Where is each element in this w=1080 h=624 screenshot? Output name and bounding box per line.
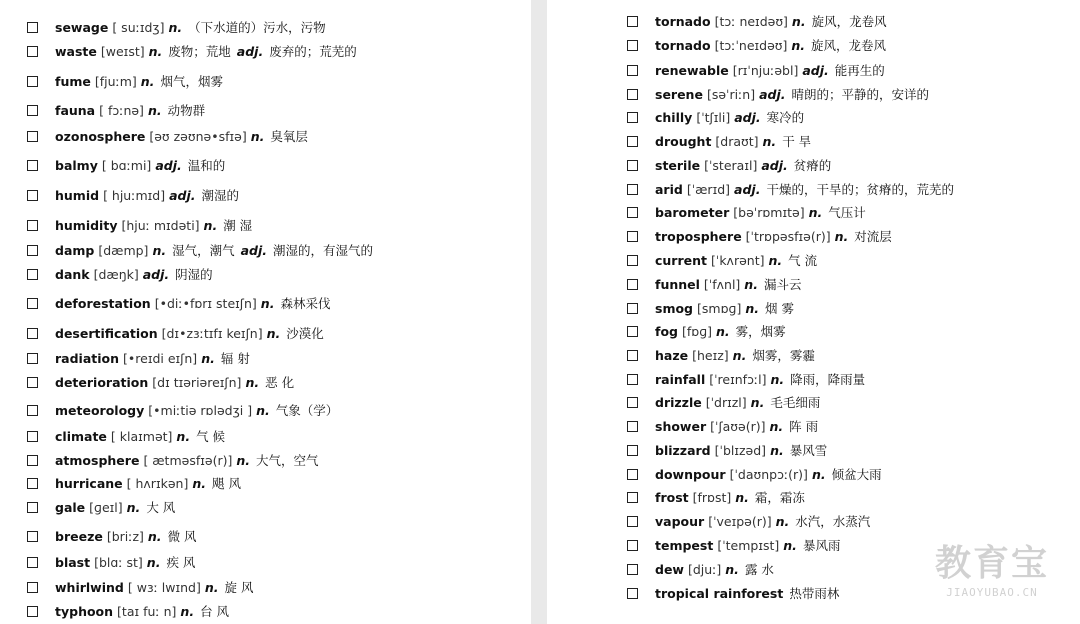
checkbox[interactable]	[27, 76, 38, 87]
phonetic: [ fɔːnə]	[99, 103, 144, 118]
part-of-speech: n.	[147, 529, 162, 544]
part-of-speech: n.	[808, 205, 823, 220]
part-of-speech: n.	[770, 372, 785, 387]
checkbox[interactable]	[627, 231, 638, 242]
phonetic: [ suːɪdʒ]	[112, 20, 165, 35]
phonetic: [taɪ fuː n]	[117, 604, 177, 619]
part-of-speech: adj.	[734, 182, 761, 197]
checkbox[interactable]	[627, 255, 638, 266]
part-of-speech: n.	[725, 562, 739, 577]
meaning: 废物；荒地	[168, 44, 231, 59]
meaning: 旋风，龙卷风	[811, 38, 887, 53]
vocab-entry	[627, 251, 817, 271]
word: drizzle	[655, 395, 702, 410]
phonetic: [ˈkʌrənt]	[711, 253, 765, 268]
meaning: 阵 雨	[789, 419, 819, 434]
word: damp	[55, 243, 95, 258]
meaning: 烟 雾	[764, 301, 794, 316]
watermark-url: JIAOYUBAO.CN	[946, 586, 1038, 599]
checkbox[interactable]	[627, 16, 638, 27]
part-of-speech: adj.	[169, 188, 196, 203]
vocab-entry	[27, 527, 197, 547]
meaning: 森林采伐	[280, 296, 331, 311]
part-of-speech: n.	[750, 395, 765, 410]
part-of-speech: n.	[256, 403, 270, 418]
vocab-entry	[27, 216, 252, 236]
phonetic: [tɔː neɪdəʊ]	[714, 14, 788, 29]
checkbox[interactable]	[627, 279, 638, 290]
part-of-speech: adj.	[155, 158, 182, 173]
phonetic: [ˈblɪzəd]	[714, 443, 767, 458]
meaning: 热带雨林	[789, 586, 840, 601]
vocab-entry	[27, 349, 250, 369]
checkbox[interactable]	[627, 326, 638, 337]
meaning: 暴风雪	[789, 443, 828, 458]
phonetic: [dɪ•zɜːtɪfɪ keɪʃn]	[161, 326, 263, 341]
part-of-speech: n.	[192, 476, 206, 491]
checkbox[interactable]	[27, 269, 38, 280]
phonetic: [əʊ zəʊnə•sfɪə]	[149, 129, 247, 144]
part-of-speech: adj.	[142, 267, 170, 282]
phonetic: [ ætməsfɪə(r)]	[143, 453, 233, 468]
vocab-entry	[627, 441, 827, 461]
right-page	[547, 0, 1080, 624]
word: serene	[655, 87, 703, 102]
checkbox[interactable]	[627, 492, 638, 503]
part-of-speech: n.	[783, 538, 797, 553]
meaning: 气 流	[788, 253, 818, 268]
checkbox[interactable]	[27, 377, 38, 388]
phonetic: [heɪz]	[692, 348, 729, 363]
phonetic: [ˈærɪd]	[686, 182, 731, 197]
part-of-speech: n.	[168, 20, 183, 35]
vocab-entry	[27, 401, 338, 421]
phonetic: [ˈtrɒpəsfɪə(r)]	[745, 229, 831, 244]
vocab-entry	[27, 553, 195, 573]
word: drought	[655, 134, 712, 149]
word: typhoon	[55, 604, 114, 619]
meaning-2: 潮湿的，有湿气的	[273, 243, 374, 258]
checkbox[interactable]	[27, 190, 38, 201]
part-of-speech: n.	[266, 326, 281, 341]
word: deforestation	[55, 296, 151, 311]
part-of-speech: n.	[791, 38, 806, 53]
vocab-entry	[627, 85, 929, 105]
vocab-entry	[627, 560, 774, 580]
word: gale	[55, 500, 86, 515]
checkbox[interactable]	[627, 112, 638, 123]
checkbox[interactable]	[27, 478, 38, 489]
watermark-logo: 教育宝	[934, 543, 1049, 584]
checkbox[interactable]	[627, 469, 638, 480]
phonetic: [ˈreɪnfɔːl]	[709, 372, 767, 387]
watermark	[922, 542, 1062, 606]
phonetic: [djuː]	[687, 562, 722, 577]
vocab-entry	[27, 186, 239, 206]
vocab-entry	[27, 602, 229, 622]
phonetic: [ˈsteraɪl]	[704, 158, 758, 173]
part-of-speech-2: adj.	[236, 44, 264, 59]
part-of-speech: n.	[203, 218, 218, 233]
word: haze	[655, 348, 689, 363]
meaning: 辐 射	[220, 351, 250, 366]
meaning: 干 旱	[782, 134, 812, 149]
word: meteorology	[55, 403, 145, 418]
word: tempest	[655, 538, 714, 553]
word: fauna	[55, 103, 96, 118]
vocab-entry	[627, 584, 839, 604]
checkbox[interactable]	[627, 184, 638, 195]
word: chilly	[655, 110, 693, 125]
word: frost	[655, 490, 689, 505]
part-of-speech: n.	[236, 453, 251, 468]
part-of-speech: n.	[811, 467, 826, 482]
vocab-entry	[627, 12, 887, 32]
phonetic: [frɒst]	[692, 490, 732, 505]
meaning: 台 风	[200, 604, 230, 619]
phonetic: [dæmp]	[98, 243, 149, 258]
vocab-entry	[27, 451, 319, 471]
vocab-entry	[627, 156, 831, 176]
phonetic: [•reɪdi eɪʃn]	[123, 351, 198, 366]
phonetic: [ˈdrɪzl]	[705, 395, 747, 410]
word: sterile	[655, 158, 701, 173]
part-of-speech: n.	[762, 134, 777, 149]
part-of-speech: n.	[745, 301, 759, 316]
checkbox[interactable]	[27, 46, 38, 57]
meaning: 露 水	[744, 562, 774, 577]
vocab-entry	[627, 488, 805, 508]
vocab-entry	[27, 578, 254, 598]
checkbox[interactable]	[627, 40, 638, 51]
word: rainfall	[655, 372, 706, 387]
checkbox[interactable]	[627, 588, 638, 599]
checkbox[interactable]	[27, 405, 38, 416]
phonetic: [ˈveɪpə(r)]	[708, 514, 772, 529]
phonetic: [ˈdaʊnpɔː(r)]	[729, 467, 808, 482]
vocab-entry	[27, 324, 324, 344]
checkbox[interactable]	[27, 131, 38, 142]
vocab-entry	[627, 203, 866, 223]
vocab-entry	[27, 156, 225, 176]
checkbox[interactable]	[27, 557, 38, 568]
phonetic: [fɒɡ]	[681, 324, 713, 339]
word: arid	[655, 182, 683, 197]
word: deterioration	[55, 375, 149, 390]
part-of-speech: n.	[260, 296, 275, 311]
checkbox[interactable]	[27, 531, 38, 542]
word: whirlwind	[55, 580, 124, 595]
checkbox[interactable]	[27, 582, 38, 593]
word: fog	[655, 324, 678, 339]
meaning-2: 废弃的；荒芜的	[269, 44, 357, 59]
part-of-speech: n.	[152, 243, 167, 258]
part-of-speech: n.	[732, 348, 747, 363]
meaning: 旋 风	[224, 580, 254, 595]
vocab-entry	[27, 373, 294, 393]
phonetic: [ˈtʃɪli]	[696, 110, 731, 125]
meaning: 动物群	[167, 103, 206, 118]
word: radiation	[55, 351, 120, 366]
word: troposphere	[655, 229, 742, 244]
word: smog	[655, 301, 694, 316]
phonetic: [dɪ tɪəriəreɪʃn]	[152, 375, 242, 390]
vocab-entry	[27, 498, 175, 518]
vocab-entry	[627, 346, 815, 366]
word: blizzard	[655, 443, 711, 458]
word: current	[655, 253, 707, 268]
checkbox[interactable]	[627, 397, 638, 408]
meaning: 阴湿的	[175, 267, 213, 282]
part-of-speech: n.	[176, 429, 191, 444]
checkbox[interactable]	[627, 207, 638, 218]
part-of-speech: n.	[735, 490, 749, 505]
phonetic: [ bɑːmi]	[101, 158, 152, 173]
vocab-entry	[27, 72, 223, 92]
checkbox[interactable]	[627, 445, 638, 456]
meaning: 暴风雨	[802, 538, 841, 553]
meaning: 潮 湿	[223, 218, 253, 233]
word: renewable	[655, 63, 729, 78]
vocab-entry	[627, 227, 892, 247]
checkbox[interactable]	[27, 298, 38, 309]
vocab-entry	[27, 42, 357, 62]
phonetic: [ hjuːmɪd]	[103, 188, 166, 203]
checkbox[interactable]	[627, 564, 638, 575]
meaning: 沙漠化	[286, 326, 324, 341]
meaning: 臭氧层	[270, 129, 308, 144]
phonetic: [ɡeɪl]	[89, 500, 123, 515]
part-of-speech: adj.	[761, 158, 788, 173]
phonetic: [dæŋk]	[93, 267, 139, 282]
vocab-entry	[627, 108, 804, 128]
word: waste	[55, 44, 97, 59]
part-of-speech: n.	[768, 253, 783, 268]
phonetic: [bəˈrɒmɪtə]	[733, 205, 805, 220]
meaning: 气压计	[828, 205, 866, 220]
checkbox[interactable]	[627, 303, 638, 314]
phonetic: [fjuːm]	[94, 74, 137, 89]
word: funnel	[655, 277, 700, 292]
checkbox[interactable]	[27, 105, 38, 116]
vocab-entry	[627, 275, 801, 295]
part-of-speech: n.	[148, 44, 163, 59]
vocab-entry	[627, 299, 794, 319]
meaning: 晴朗的；平静的，安详的	[791, 87, 930, 102]
vocab-entry	[27, 294, 330, 314]
checkbox[interactable]	[627, 160, 638, 171]
word: desertification	[55, 326, 158, 341]
meaning: 恶 化	[265, 375, 295, 390]
vocab-entry	[627, 132, 811, 152]
part-of-speech: adj.	[802, 63, 829, 78]
vocab-entry	[627, 417, 818, 437]
vocab-entry	[27, 265, 213, 285]
checkbox[interactable]	[27, 606, 38, 617]
phonetic: [ˈʃaʊə(r)]	[710, 419, 766, 434]
part-of-speech: n.	[770, 443, 784, 458]
part-of-speech: adj.	[759, 87, 786, 102]
meaning: 漏斗云	[763, 277, 802, 292]
word: humid	[55, 188, 100, 203]
phonetic: [ˈfʌnl]	[703, 277, 741, 292]
checkbox[interactable]	[27, 455, 38, 466]
part-of-speech: n.	[250, 129, 265, 144]
phonetic: [ wɜː lwɪnd]	[127, 580, 201, 595]
vocab-entry	[27, 427, 225, 447]
vocab-entry	[27, 474, 241, 494]
meaning: （下水道的）污水，污物	[188, 20, 326, 35]
phonetic: [ hʌrɪkən]	[126, 476, 189, 491]
phonetic: [hjuː mɪdəti]	[121, 218, 200, 233]
meaning: 干燥的，干旱的；贫瘠的，荒芜的	[766, 182, 954, 197]
vocab-entry	[627, 322, 786, 342]
phonetic: [•miːtiə rɒlədʒi ]	[148, 403, 253, 418]
meaning: 疾 风	[166, 555, 196, 570]
word: shower	[655, 419, 707, 434]
checkbox[interactable]	[27, 431, 38, 442]
vocab-entry	[627, 36, 886, 56]
checkbox[interactable]	[627, 136, 638, 147]
part-of-speech: n.	[147, 103, 162, 118]
meaning: 温和的	[187, 158, 226, 173]
phonetic: [tɔːˈneɪdəʊ]	[714, 38, 788, 53]
part-of-speech: n.	[140, 74, 155, 89]
word: climate	[55, 429, 107, 444]
meaning: 旋风，龙卷风	[811, 14, 887, 29]
meaning: 大气，空气	[256, 453, 319, 468]
checkbox[interactable]	[627, 350, 638, 361]
part-of-speech-2: adj.	[240, 243, 268, 258]
vocab-entry	[627, 465, 882, 485]
phonetic: [briːz]	[106, 529, 144, 544]
checkbox[interactable]	[627, 65, 638, 76]
word: dank	[55, 267, 90, 282]
meaning: 寒冷的	[766, 110, 805, 125]
meaning: 湿气，潮气	[172, 243, 235, 258]
meaning: 毛毛细雨	[770, 395, 821, 410]
part-of-speech: n.	[834, 229, 849, 244]
checkbox[interactable]	[627, 540, 638, 551]
phonetic: [səˈriːn]	[706, 87, 756, 102]
meaning: 潮湿的	[201, 188, 240, 203]
vocab-entry	[627, 512, 870, 532]
word: humidity	[55, 218, 118, 233]
part-of-speech: n.	[204, 580, 219, 595]
checkbox[interactable]	[627, 374, 638, 385]
checkbox[interactable]	[27, 245, 38, 256]
part-of-speech: n.	[791, 14, 806, 29]
checkbox[interactable]	[27, 22, 38, 33]
checkbox[interactable]	[27, 160, 38, 171]
vocab-entry	[627, 61, 885, 81]
meaning: 贫瘠的	[793, 158, 832, 173]
meaning: 雾，烟雾	[735, 324, 786, 339]
phonetic: [smɒɡ]	[697, 301, 742, 316]
vocab-entry	[627, 370, 865, 390]
vocab-entry	[27, 127, 308, 147]
checkbox[interactable]	[627, 421, 638, 432]
meaning: 降雨，降雨量	[790, 372, 866, 387]
checkbox[interactable]	[27, 353, 38, 364]
meaning: 烟气，烟雾	[160, 74, 223, 89]
word: atmosphere	[55, 453, 140, 468]
meaning: 倾盆大雨	[831, 467, 882, 482]
phonetic: [ klaɪmət]	[110, 429, 173, 444]
meaning: 能再生的	[834, 63, 885, 78]
word: tornado	[655, 14, 711, 29]
meaning: 大 风	[146, 500, 176, 515]
part-of-speech: n.	[744, 277, 758, 292]
phonetic: [draʊt]	[715, 134, 759, 149]
vocab-entry	[627, 393, 820, 413]
phonetic: [blɑː st]	[94, 555, 143, 570]
meaning: 气 候	[196, 429, 226, 444]
vocab-entry	[27, 241, 373, 261]
phonetic: [weɪst]	[100, 44, 145, 59]
vocab-entry	[627, 180, 954, 200]
meaning: 霜，霜冻	[754, 490, 805, 505]
part-of-speech: adj.	[734, 110, 761, 125]
word: ozonosphere	[55, 129, 146, 144]
part-of-speech: n.	[769, 419, 784, 434]
vocab-entry	[27, 18, 326, 38]
part-of-speech: n.	[126, 500, 141, 515]
part-of-speech: n.	[775, 514, 790, 529]
word: tropical rainforest	[655, 586, 784, 601]
checkbox[interactable]	[27, 220, 38, 231]
word: barometer	[655, 205, 730, 220]
part-of-speech: n.	[716, 324, 730, 339]
left-page	[0, 0, 531, 624]
checkbox[interactable]	[27, 502, 38, 513]
word: hurricane	[55, 476, 123, 491]
word: sewage	[55, 20, 109, 35]
part-of-speech: n.	[180, 604, 195, 619]
word: tornado	[655, 38, 711, 53]
phonetic: [•diː•fɒrɪ steɪʃn]	[154, 296, 257, 311]
checkbox[interactable]	[627, 516, 638, 527]
part-of-speech: n.	[201, 351, 215, 366]
word: dew	[655, 562, 684, 577]
part-of-speech: n.	[245, 375, 260, 390]
meaning: 水汽，水蒸汽	[795, 514, 871, 529]
word: balmy	[55, 158, 98, 173]
checkbox[interactable]	[627, 89, 638, 100]
meaning: 飓 风	[211, 476, 241, 491]
meaning: 烟雾，雾霾	[752, 348, 815, 363]
word: downpour	[655, 467, 726, 482]
vocab-entry	[627, 536, 840, 556]
word: vapour	[655, 514, 705, 529]
word: blast	[55, 555, 91, 570]
word: breeze	[55, 529, 103, 544]
phonetic: [ˈtempɪst]	[717, 538, 780, 553]
meaning: 对流层	[854, 229, 892, 244]
phonetic: [rɪˈnjuːəbl]	[732, 63, 799, 78]
vocab-entry	[27, 101, 205, 121]
meaning: 微 风	[167, 529, 197, 544]
checkbox[interactable]	[27, 328, 38, 339]
meaning: 气象（学）	[275, 403, 339, 418]
part-of-speech: n.	[146, 555, 161, 570]
word: fume	[55, 74, 91, 89]
